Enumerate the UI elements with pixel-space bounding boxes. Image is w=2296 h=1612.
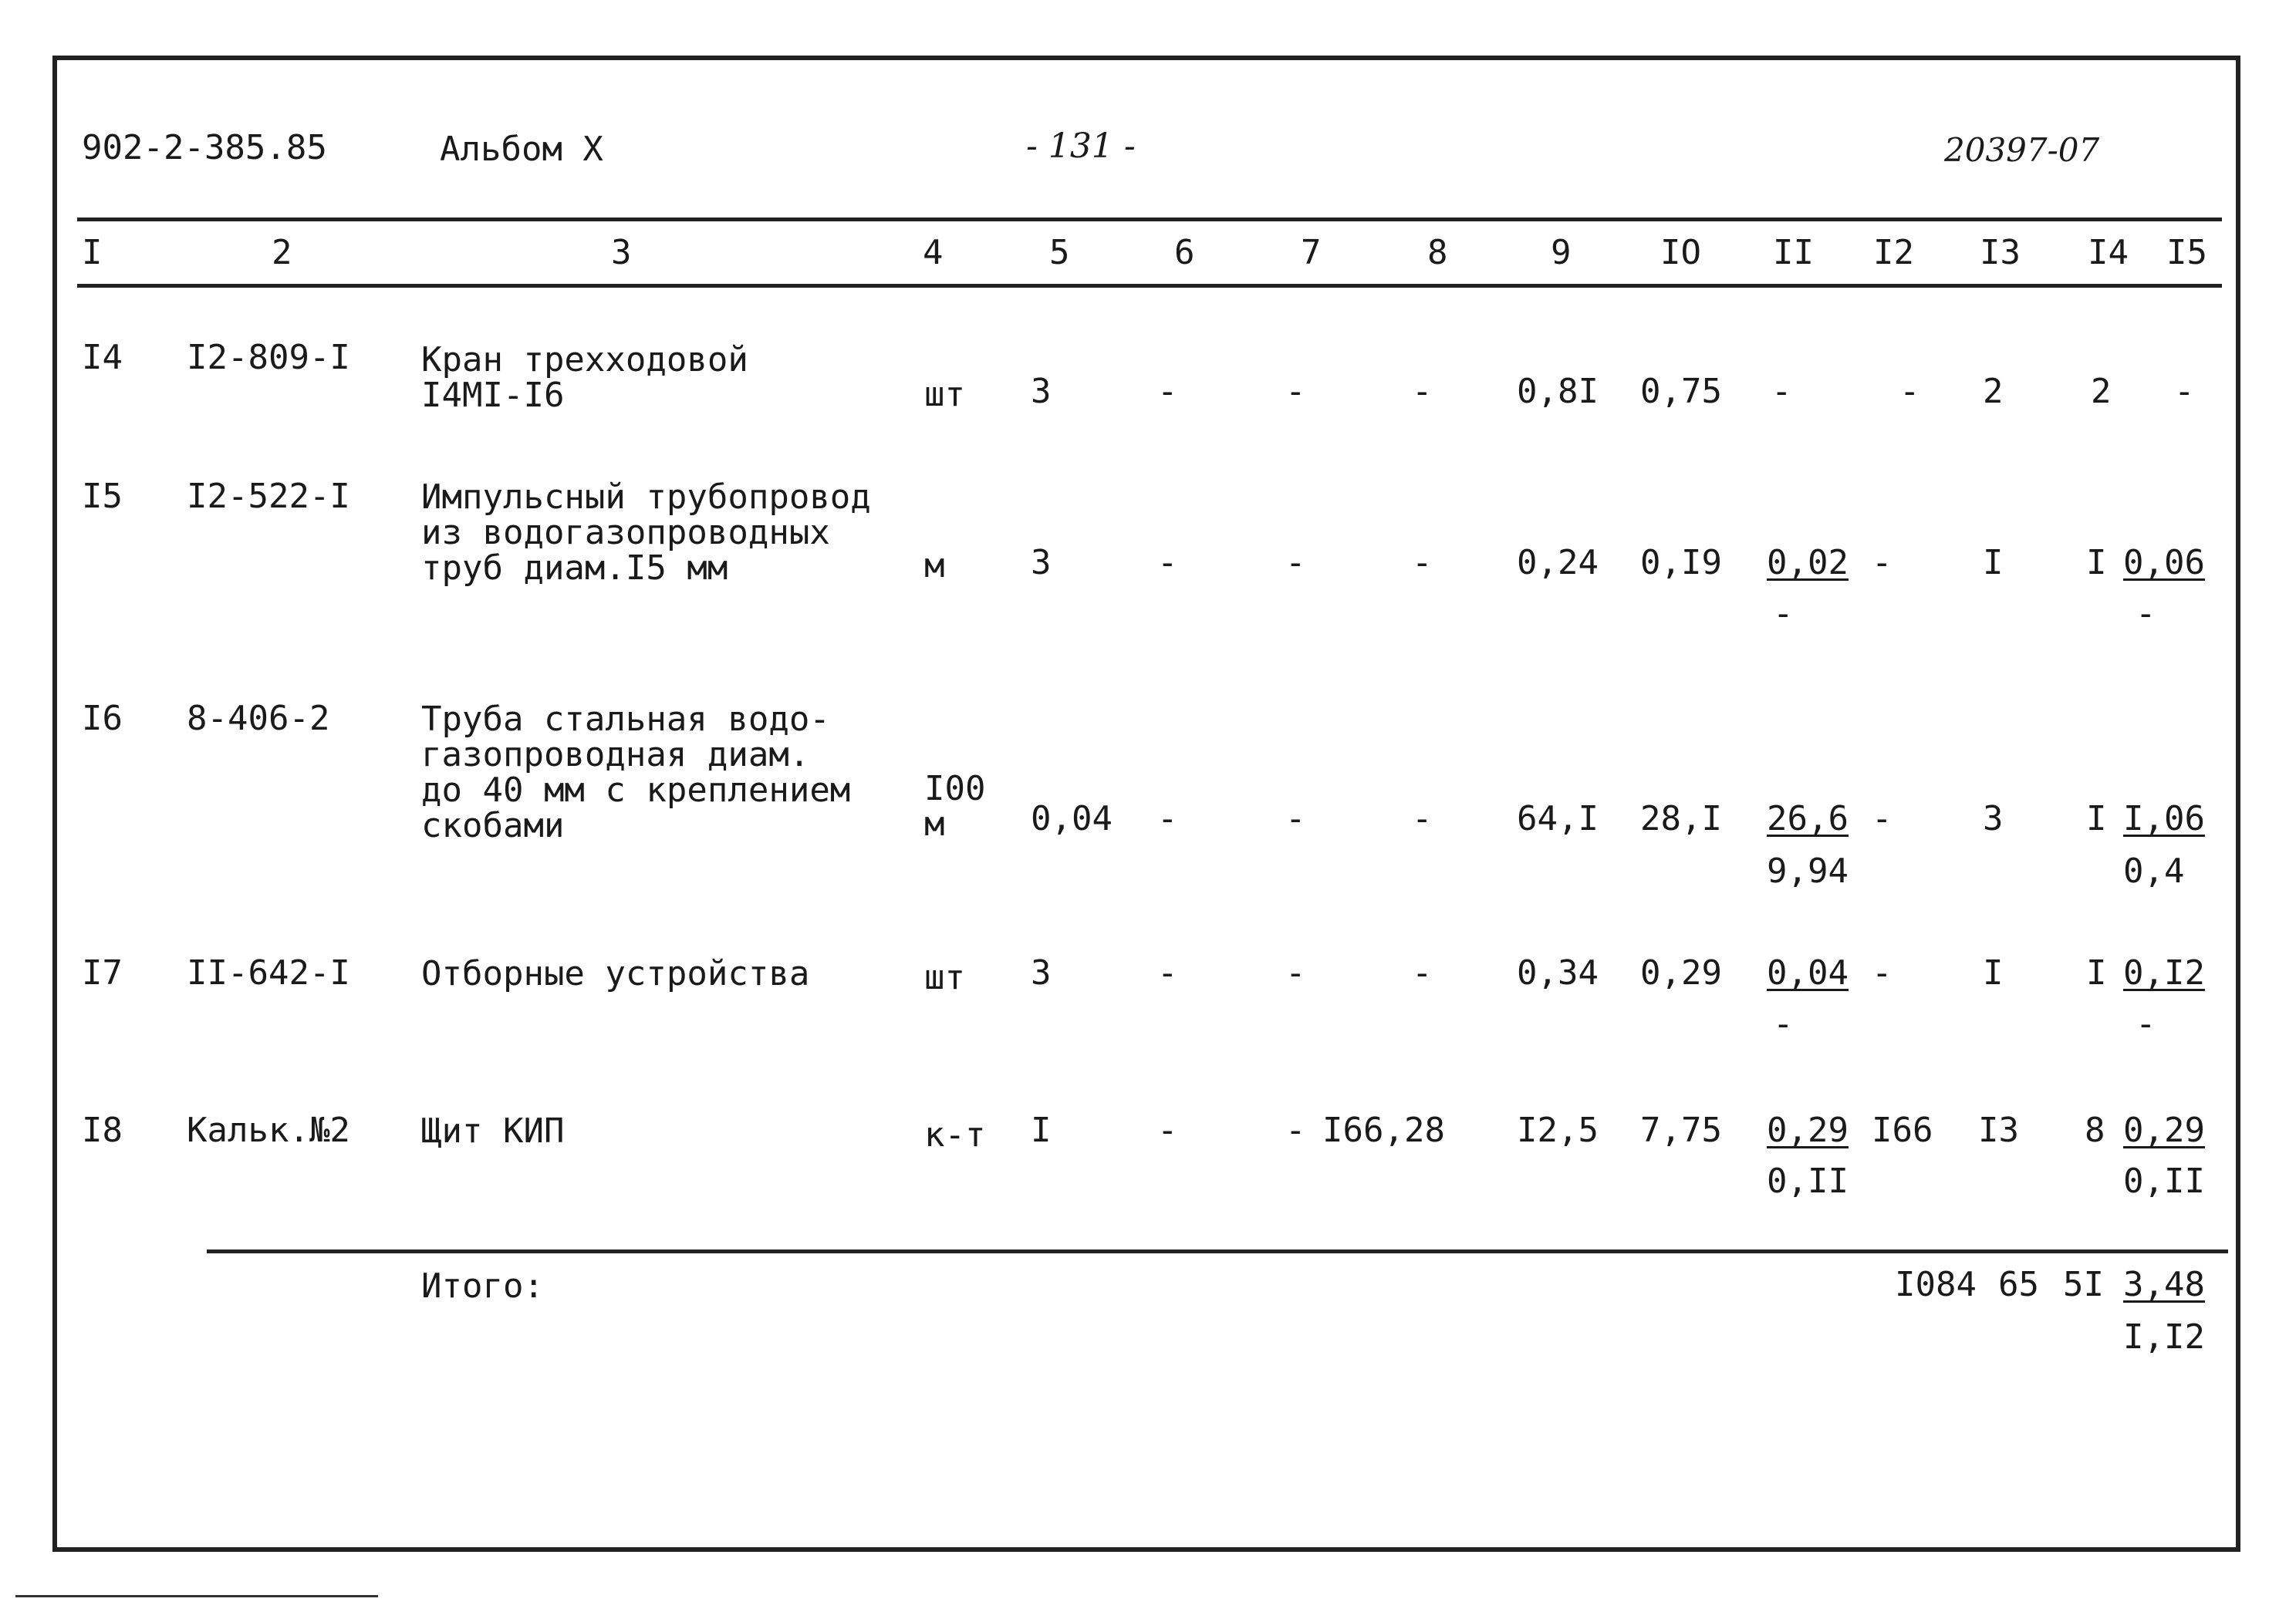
total-col15-top: 3,48: [2123, 1265, 2205, 1304]
total-col14: 5I: [2063, 1265, 2104, 1304]
row-number: I8: [82, 1111, 123, 1150]
row-col9: 64,I: [1517, 799, 1599, 838]
row-col11-bottom: 9,94: [1767, 852, 1849, 891]
page-number: - 131 -: [1026, 126, 1136, 166]
col-header-11: II: [1773, 233, 1814, 272]
row-col8: -: [1412, 372, 1433, 411]
row-col6: -: [1157, 799, 1178, 838]
sheet-id: 20397-07: [1944, 131, 2100, 169]
col-header-5: 5: [1049, 233, 1070, 272]
total-col15-bottom: I,I2: [2123, 1317, 2205, 1357]
col-header-3: 3: [611, 233, 632, 272]
row-col10: 28,I: [1640, 799, 1722, 838]
row-col13: 3: [1983, 799, 2004, 838]
row-code: I2-809-I: [187, 338, 350, 377]
row-col10: 0,I9: [1640, 543, 1722, 582]
row-col14: I: [2086, 543, 2107, 582]
col-header-7: 7: [1301, 233, 1322, 272]
row-unit: шт: [924, 958, 965, 997]
header-bottom-rule: [77, 284, 2222, 288]
row-col9: 0,34: [1517, 953, 1599, 993]
row-col11-top: 0,02: [1767, 543, 1849, 582]
row-col8: I66,28: [1322, 1111, 1445, 1150]
row-description: Отборные устройства: [421, 954, 810, 993]
row-col12: -: [1872, 799, 1893, 838]
row-col12: -: [1899, 372, 1920, 411]
row-col13: 2: [1983, 372, 2004, 411]
row-col14: I: [2086, 953, 2107, 993]
row-col7: -: [1285, 372, 1306, 411]
row-col15: -: [2174, 372, 2195, 411]
row-unit: I00 м: [924, 769, 986, 844]
row-code: I2-522-I: [187, 477, 350, 516]
row-col6: -: [1157, 1111, 1178, 1150]
row-col8: -: [1412, 953, 1433, 993]
row-col11: -: [1771, 372, 1792, 411]
col-header-2: 2: [272, 233, 292, 272]
col-header-6: 6: [1174, 233, 1195, 272]
row-description: Кран трехходовой I4MI-I6: [421, 340, 748, 415]
col-header-1: I: [82, 233, 103, 272]
row-col5: 3: [1031, 543, 1052, 582]
row-col5: 0,04: [1031, 799, 1113, 838]
row-col9: I2,5: [1517, 1111, 1599, 1150]
row-col14: 2: [2091, 372, 2112, 411]
row-col11-bottom: 0,II: [1767, 1162, 1849, 1201]
row-unit: шт: [924, 375, 965, 414]
album-label: Альбом X: [440, 130, 603, 169]
row-number: I7: [82, 953, 123, 993]
row-col9: 0,8I: [1517, 372, 1599, 411]
row-col7: -: [1285, 543, 1306, 582]
col-header-9: 9: [1551, 233, 1572, 272]
row-code: 8-406-2: [187, 699, 330, 738]
row-col7: -: [1285, 799, 1306, 838]
row-col12: -: [1872, 543, 1893, 582]
col-header-15: I5: [2166, 233, 2207, 272]
row-col8: -: [1412, 543, 1433, 582]
row-col15-bottom: 0,4: [2123, 852, 2185, 891]
row-col12: -: [1872, 953, 1893, 993]
col-header-14: I4: [2088, 233, 2129, 272]
row-number: I5: [82, 477, 123, 516]
row-description: Импульсный трубопровод из водогазопроводных труб диам.I5 мм: [421, 477, 871, 588]
row-col10: 0,29: [1640, 953, 1722, 993]
row-col12: I66: [1872, 1111, 1933, 1150]
row-unit: м: [924, 546, 945, 585]
row-col11-top: 0,04: [1767, 953, 1849, 993]
row-col11-top: 26,6: [1767, 799, 1849, 838]
row-col10: 0,75: [1640, 372, 1722, 411]
row-col7: -: [1285, 1111, 1306, 1150]
col-header-4: 4: [923, 233, 944, 272]
row-col14: 8: [2085, 1111, 2105, 1150]
row-col11-bottom: -: [1773, 1004, 1794, 1044]
row-number: I4: [82, 338, 123, 377]
scan-edge-line: [15, 1595, 378, 1597]
row-unit: к-т: [924, 1115, 986, 1155]
header-top-rule: [77, 218, 2222, 221]
row-code: Кальк.№2: [187, 1111, 350, 1150]
col-header-10: IO: [1660, 233, 1701, 272]
row-col6: -: [1157, 372, 1178, 411]
row-col5: 3: [1031, 372, 1052, 411]
row-col5: I: [1031, 1111, 1052, 1150]
row-col15-top: I,06: [2123, 799, 2205, 838]
row-col5: 3: [1031, 953, 1052, 993]
row-col15-bottom: -: [2136, 1004, 2156, 1044]
document-frame: [52, 56, 2240, 1552]
col-header-13: I3: [1980, 233, 2021, 272]
doc-code: 902-2-385.85: [82, 128, 327, 167]
total-col13: 65: [1998, 1265, 2039, 1304]
row-code: II-642-I: [187, 953, 350, 993]
row-col13: I: [1983, 953, 2004, 993]
row-col15-top: 0,I2: [2123, 953, 2205, 993]
row-col9: 0,24: [1517, 543, 1599, 582]
row-col15-top: 0,06: [2123, 543, 2205, 582]
col-header-12: I2: [1873, 233, 1914, 272]
total-col12: I084: [1895, 1265, 1977, 1304]
row-col8: -: [1412, 799, 1433, 838]
row-col7: -: [1285, 953, 1306, 993]
row-col11-bottom: -: [1773, 594, 1794, 633]
total-rule: [207, 1249, 2228, 1253]
row-col15-top: 0,29: [2123, 1111, 2205, 1150]
row-col11-top: 0,29: [1767, 1111, 1849, 1150]
row-col6: -: [1157, 953, 1178, 993]
total-label: Итого:: [421, 1266, 544, 1306]
row-col13: I: [1983, 543, 2004, 582]
row-col14: I: [2086, 799, 2107, 838]
row-description: Труба стальная водо- газопроводная диам. до 40 мм с креплением скобами: [421, 700, 851, 845]
col-header-8: 8: [1427, 233, 1448, 272]
row-col15-bottom: -: [2136, 594, 2156, 633]
row-col13: I3: [1978, 1111, 2019, 1150]
row-col15-bottom: 0,II: [2123, 1162, 2205, 1201]
row-col10: 7,75: [1640, 1111, 1722, 1150]
row-description: Щит КИП: [421, 1111, 565, 1151]
row-col6: -: [1157, 543, 1178, 582]
row-number: I6: [82, 699, 123, 738]
